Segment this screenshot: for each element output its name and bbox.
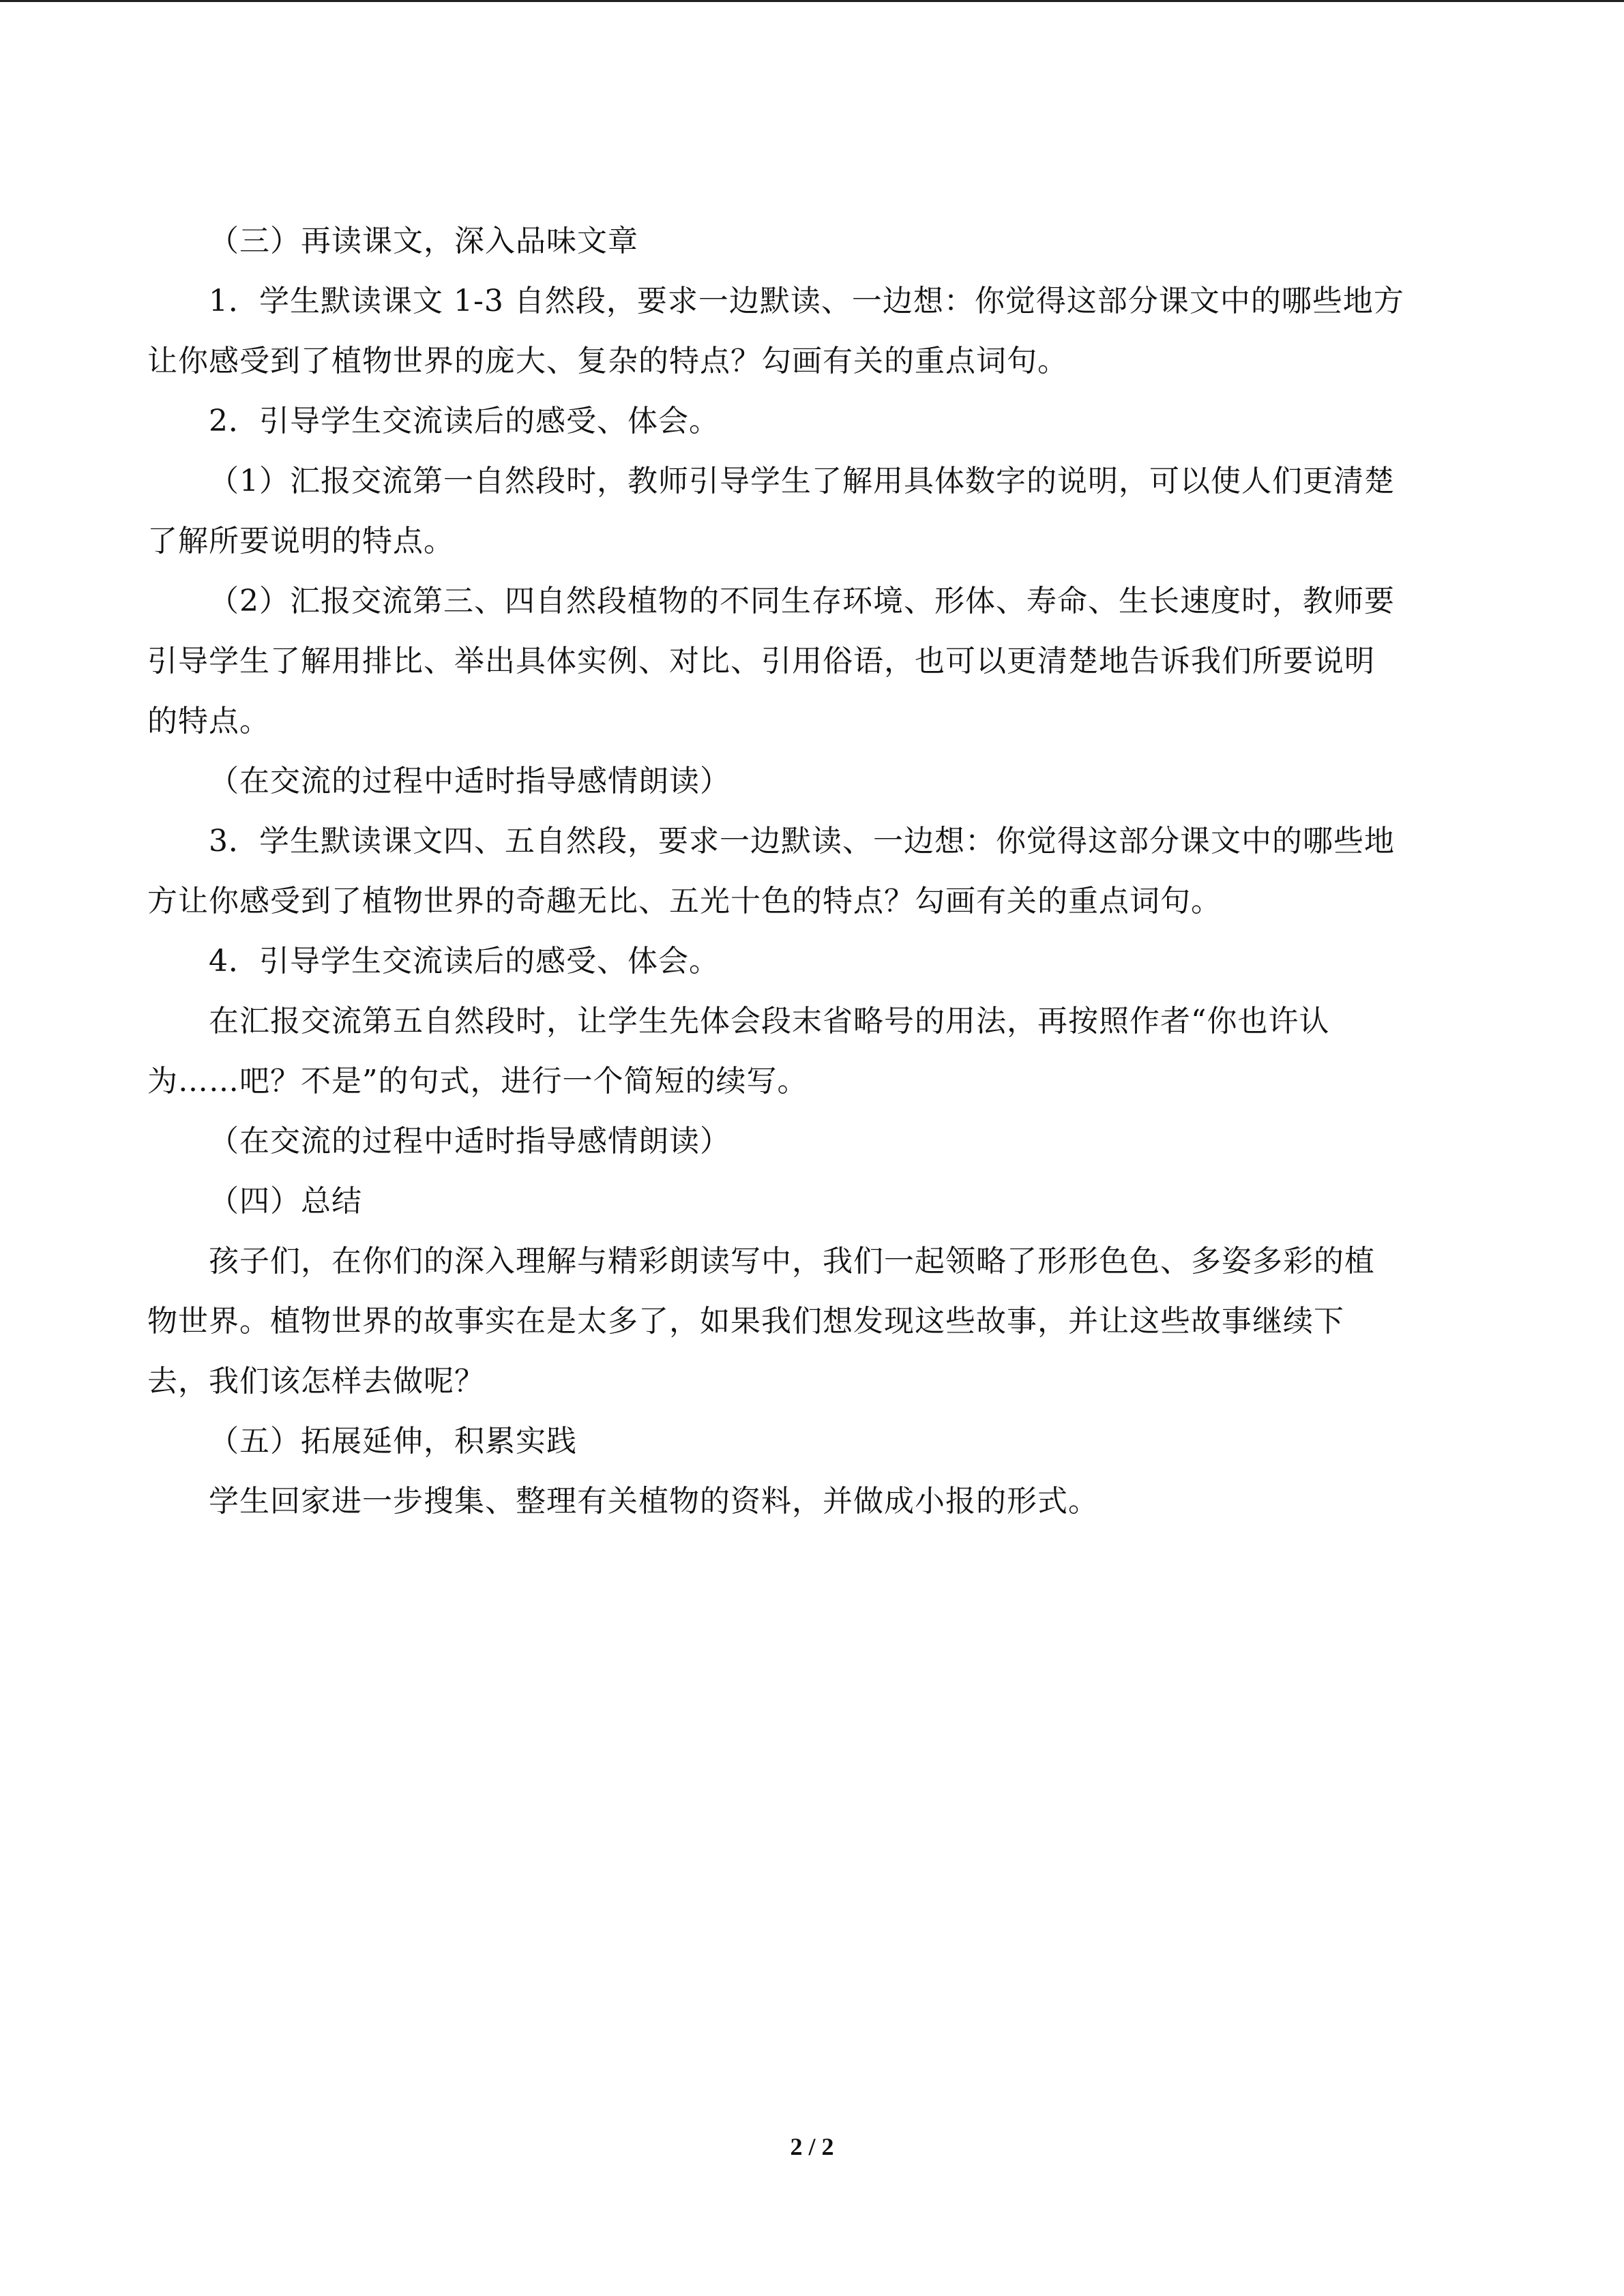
paragraph-line: 学生回家进一步搜集、整理有关植物的资料，并做成小报的形式。 (209, 1484, 1099, 1519)
section-heading-4: （四）总结 (209, 1184, 362, 1219)
paragraph-line: （在交流的过程中适时指导感情朗读） (209, 1124, 730, 1159)
paragraph-line: 4．引导学生交流读后的感受、体会。 (209, 944, 720, 979)
page-number: 2 / 2 (790, 2133, 834, 2160)
paragraph-line: 方让你感受到了植物世界的奇趣无比、五光十色的特点？勾画有关的重点词句。 (147, 884, 1222, 919)
paragraph-line: 去，我们该怎样去做呢？ (147, 1364, 485, 1399)
paragraph-line: （2）汇报交流第三、四自然段植物的不同生存环境、形体、寿命、生长速度时，教师要 (209, 584, 1395, 618)
paragraph-line: 的特点。 (147, 704, 270, 739)
paragraph-line: 了解所要说明的特点。 (147, 524, 454, 558)
section-heading-3: （三）再读课文，深入品味文章 (209, 224, 638, 258)
top-border-line (0, 0, 1624, 2)
section-heading-5: （五）拓展延伸，积累实践 (209, 1424, 577, 1459)
paragraph-line: 引导学生了解用排比、举出具体实例、对比、引用俗语，也可以更清楚地告诉我们所要说明 (147, 644, 1375, 679)
paragraph-line: （在交流的过程中适时指导感情朗读） (209, 764, 730, 799)
paragraph-line: 3．学生默读课文四、五自然段，要求一边默读、一边想：你觉得这部分课文中的哪些地 (209, 824, 1395, 859)
paragraph-line: 在汇报交流第五自然段时，让学生先体会段末省略号的用法，再按照作者“你也许认 (209, 1004, 1330, 1039)
paragraph-line: 1．学生默读课文 1-3 自然段，要求一边默读、一边想：你觉得这部分课文中的哪些地方 (209, 284, 1404, 318)
paragraph-line: 物世界。植物世界的故事实在是太多了，如果我们想发现这些故事，并让这些故事继续下 (147, 1304, 1344, 1339)
paragraph-line: （1）汇报交流第一自然段时，教师引导学生了解用具体数字的说明，可以使人们更清楚 (209, 464, 1395, 498)
paragraph-line: 2．引导学生交流读后的感受、体会。 (209, 404, 720, 438)
paragraph-line: 让你感受到了植物世界的庞大、复杂的特点？勾画有关的重点词句。 (147, 344, 1068, 378)
paragraph-line: 为……吧？不是”的句式，进行一个简短的续写。 (147, 1064, 808, 1099)
document-body (147, 211, 1477, 1532)
paragraph-line: 孩子们，在你们的深入理解与精彩朗读写中，我们一起领略了形形色色、多姿多彩的植 (209, 1244, 1375, 1279)
